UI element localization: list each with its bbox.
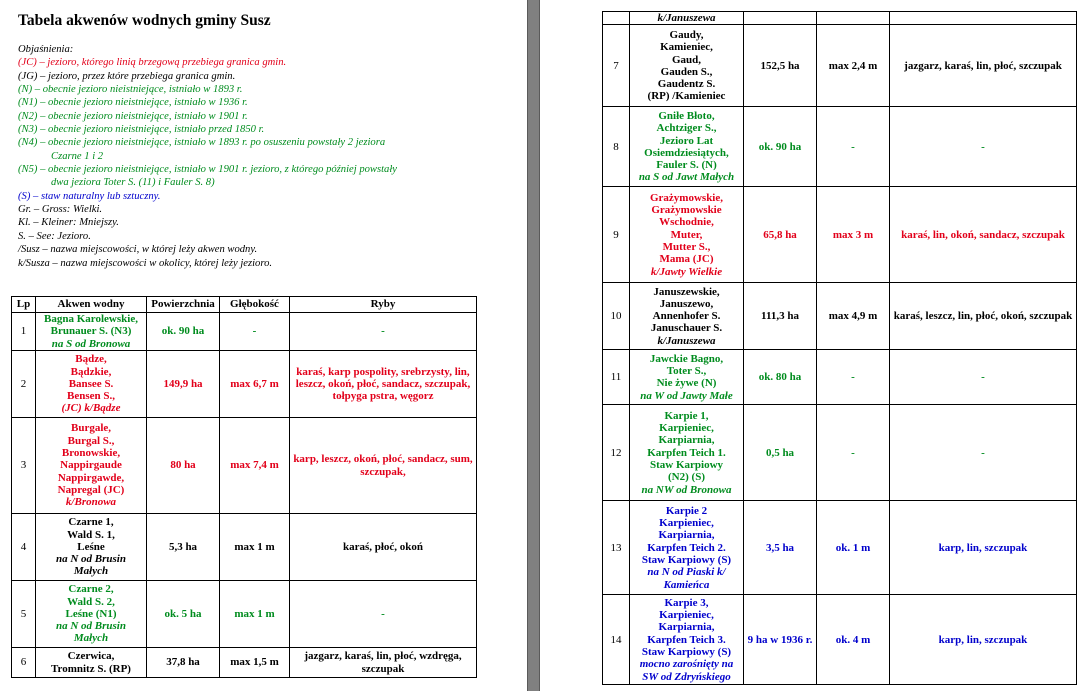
lakes-table-part-1 bbox=[11, 296, 477, 678]
legend-item: (N) – obecnie jezioro nieistniejące, istniało w 1893 r. bbox=[18, 84, 243, 96]
lake-name-line: Bądzkie, bbox=[70, 365, 112, 378]
lake-name-line: Kamieniec, bbox=[660, 41, 713, 54]
row-depth: max 6,7 m bbox=[220, 351, 290, 418]
row-fish: karaś, leszcz, lin, płoć, okoń, szczupak bbox=[890, 283, 1077, 350]
lake-name-line: Nie żywe (N) bbox=[656, 377, 717, 390]
table-row bbox=[603, 405, 1077, 501]
lake-name-line: Czarne 1, bbox=[68, 516, 114, 529]
row-number: 9 bbox=[603, 187, 630, 283]
row-lake-name bbox=[36, 351, 147, 418]
lake-name-line: Karpieniec, bbox=[659, 422, 714, 435]
lake-location: k/Jawty Wielkie bbox=[650, 265, 723, 278]
row-depth: - bbox=[220, 313, 290, 351]
row-lake-name bbox=[630, 595, 744, 685]
lake-name-line: Jezioro Lat bbox=[659, 134, 714, 147]
table-row bbox=[12, 418, 477, 514]
lake-name-line: Karpieniec, bbox=[659, 517, 714, 530]
row-area: ok. 80 ha bbox=[744, 350, 817, 405]
row-lake-name bbox=[630, 501, 744, 595]
legend-item: k/Susza – nazwa miejscowości w okolicy, której leży jezioro. bbox=[18, 257, 273, 269]
row-number: 2 bbox=[12, 351, 36, 418]
legend-item: (JG) – jezioro, przez które przebiega granica gmin. bbox=[18, 70, 236, 82]
row-depth: - bbox=[817, 405, 890, 501]
lake-name-line: Leśne (N1) bbox=[65, 607, 117, 620]
legend-item: /Susz – nazwa miejscowości, w której leży akwen wodny. bbox=[18, 244, 258, 256]
lake-name-line: Wald S. 2, bbox=[67, 595, 115, 608]
table-header-row bbox=[12, 297, 477, 313]
row-location-continuation: k/Januszewa bbox=[657, 12, 716, 24]
row-depth: max 1,5 m bbox=[220, 648, 290, 678]
row-number: 1 bbox=[12, 313, 36, 351]
lake-name-line: Karpfen Teich 2. bbox=[647, 541, 726, 554]
legend-item: (N3) – obecnie jezioro nieistniejące, istniało przed 1850 r. bbox=[18, 124, 265, 136]
lake-name-line: Muter, bbox=[670, 228, 703, 241]
row-depth: max 4,9 m bbox=[817, 283, 890, 350]
row-fish: karp, lin, szczupak bbox=[890, 501, 1077, 595]
lake-name-line: Nappirgaude bbox=[60, 459, 122, 472]
lake-name-line: Brunauer S. (N3) bbox=[50, 325, 132, 338]
lake-name-line: Annenhofer S. bbox=[652, 310, 721, 323]
row-depth: max 1 m bbox=[220, 581, 290, 648]
lake-name-line: Tromnitz S. (RP) bbox=[51, 662, 131, 675]
row-number: 7 bbox=[603, 25, 630, 107]
legend-item: (N2) – obecnie jezioro nieistniejące, istniało w 1901 r. bbox=[18, 110, 248, 122]
row-lake-name bbox=[630, 107, 744, 187]
row-fish: karaś, karp pospolity, srebrzysty, lin, leszcz, okoń, płoć, sandacz, szczupak, tołpyga pstra, węgorz bbox=[290, 351, 477, 418]
row-number: 13 bbox=[603, 501, 630, 595]
lake-name-line: Januszewo, bbox=[659, 297, 714, 310]
row-lake-name bbox=[36, 514, 147, 581]
row-fish: - bbox=[290, 313, 477, 351]
row-depth: max 7,4 m bbox=[220, 418, 290, 514]
lake-location: na S od Jawt Małych bbox=[638, 171, 735, 184]
legend-heading: Objaśnienia: bbox=[18, 44, 74, 55]
table-row bbox=[603, 283, 1077, 350]
table-row bbox=[12, 514, 477, 581]
lake-location: na N od Piaski k/ Kamieńca bbox=[647, 566, 726, 591]
table-row-continuation bbox=[603, 12, 1077, 25]
lake-name-line: Mama (JC) bbox=[659, 253, 714, 266]
document-page-left bbox=[0, 0, 527, 691]
row-area: 9 ha w 1936 r. bbox=[744, 595, 817, 685]
lake-name-line: Januschauer S. bbox=[650, 322, 723, 335]
row-depth: ok. 1 m bbox=[817, 501, 890, 595]
legend-item: (N1) – obecnie jezioro nieistniejące, istniało w 1936 r. bbox=[18, 97, 248, 109]
table-row bbox=[603, 350, 1077, 405]
row-number: 11 bbox=[603, 350, 630, 405]
row-fish: - bbox=[890, 405, 1077, 501]
lake-name-line: Bądze, bbox=[75, 353, 107, 366]
row-number: 3 bbox=[12, 418, 36, 514]
row-area: ok. 5 ha bbox=[147, 581, 220, 648]
row-fish: - bbox=[890, 350, 1077, 405]
lake-name-line: Czerwica, bbox=[67, 650, 115, 663]
document-page-right bbox=[540, 0, 1083, 691]
table-row bbox=[12, 648, 477, 678]
row-area: 0,5 ha bbox=[744, 405, 817, 501]
row-lake-name bbox=[630, 187, 744, 283]
row-number: 4 bbox=[12, 514, 36, 581]
lake-name-line: Jawckie Bagno, bbox=[649, 352, 724, 365]
lake-name-line: Gaudentz S. bbox=[657, 78, 716, 91]
legend bbox=[18, 43, 518, 270]
lake-name-line: (N2) (S) bbox=[668, 471, 705, 484]
lake-name-line: Wschodnie, bbox=[659, 216, 714, 229]
lake-name-line: Burgale, bbox=[70, 422, 112, 435]
row-lake-name bbox=[36, 418, 147, 514]
row-area: ok. 90 ha bbox=[147, 313, 220, 351]
table-row bbox=[603, 107, 1077, 187]
legend-item: (N5) – obecnie jezioro nieistniejące, istniało w 1901 r. jezioro, z którego później powstały bbox=[18, 164, 397, 176]
lake-name-line: Osiemdziesiątych, bbox=[644, 146, 729, 159]
row-area: 65,8 ha bbox=[744, 187, 817, 283]
lake-name-line: Karpie 1, bbox=[664, 409, 709, 422]
table-row bbox=[603, 595, 1077, 685]
lake-name-line: Bansee S. bbox=[68, 377, 114, 390]
lake-location: k/Bronowa bbox=[65, 496, 117, 509]
table-row bbox=[603, 187, 1077, 283]
row-depth: max 3 m bbox=[817, 187, 890, 283]
row-number: 8 bbox=[603, 107, 630, 187]
lakes-table-part-2 bbox=[602, 11, 1077, 685]
row-area: 149,9 ha bbox=[147, 351, 220, 418]
legend-item: (S) – staw naturalny lub sztuczny. bbox=[18, 190, 161, 202]
row-number: 14 bbox=[603, 595, 630, 685]
document-title: Tabela akwenów wodnych gminy Susz bbox=[18, 12, 271, 29]
lake-name-line: Karpiarnia, bbox=[658, 621, 715, 634]
lake-name-line: Karpfen Teich 1. bbox=[647, 446, 726, 459]
row-number: 12 bbox=[603, 405, 630, 501]
legend-item: (N4) – obecnie jezioro nieistniejące, istniało w 1893 r. po osuszeniu powstały 2 jeziora bbox=[18, 137, 386, 149]
row-area: 80 ha bbox=[147, 418, 220, 514]
row-area: 3,5 ha bbox=[744, 501, 817, 595]
lake-name-line: Napregal (JC) bbox=[57, 483, 125, 496]
row-fish: karaś, płoć, okoń bbox=[290, 514, 477, 581]
row-lake-name bbox=[36, 581, 147, 648]
row-area: 152,5 ha bbox=[744, 25, 817, 107]
legend-item: S. – See: Jezioro. bbox=[18, 230, 91, 242]
row-fish: jazgarz, karaś, lin, płoć, wzdręga, szczupak bbox=[290, 648, 477, 678]
lake-name-line: Bagna Karolewskie, bbox=[44, 313, 138, 326]
lake-name-line: Gauden S., bbox=[660, 65, 713, 78]
legend-item: (JC) – jezioro, którego linią brzegową przebiega granica gmin. bbox=[18, 57, 287, 69]
page-gutter bbox=[527, 0, 540, 691]
lake-name-line: Toter S., bbox=[666, 365, 707, 377]
lake-name-line: Januszewskie, bbox=[653, 285, 720, 298]
lake-name-line: Karpieniec, bbox=[659, 609, 714, 622]
lake-name-line: Czarne 2, bbox=[68, 583, 114, 596]
row-lake-name bbox=[630, 283, 744, 350]
row-depth: - bbox=[817, 350, 890, 405]
row-lake-name bbox=[36, 648, 147, 678]
lake-location: (JC) k/Bądze bbox=[61, 402, 121, 415]
table-row bbox=[12, 313, 477, 351]
lake-name-line: Karpie 3, bbox=[664, 596, 709, 609]
legend-item: dwa jeziora Toter S. (11) i Fauler S. 8) bbox=[51, 177, 215, 189]
lake-name-line: (RP) /Kamieniec bbox=[647, 90, 726, 103]
header-glebokosc: Głębokość bbox=[220, 297, 290, 313]
row-fish: karaś, lin, okoń, sandacz, szczupak bbox=[890, 187, 1077, 283]
lake-name-line: Nappirgawde, bbox=[57, 471, 125, 484]
lake-name-line: Staw Karpiowy (S) bbox=[641, 553, 732, 566]
legend-item: Kl. – Kleiner: Mniejszy. bbox=[18, 217, 119, 229]
lake-name-line: Burgal S., bbox=[67, 434, 115, 447]
lake-name-line: Fauler S. (N) bbox=[656, 159, 717, 172]
table-row bbox=[603, 501, 1077, 595]
legend-item: Gr. – Gross: Wielki. bbox=[18, 204, 103, 216]
lake-location: na N od Brusin Małych bbox=[55, 553, 126, 578]
row-number: 6 bbox=[12, 648, 36, 678]
lake-name-line: Gaudy, bbox=[669, 28, 704, 41]
lake-name-line: Grażymowskie, bbox=[649, 191, 723, 204]
lake-name-line: Staw Karpiowy (S) bbox=[641, 645, 732, 658]
row-area: 111,3 ha bbox=[744, 283, 817, 350]
table-row bbox=[12, 351, 477, 418]
lake-name-line: Achtziger S., bbox=[656, 122, 717, 135]
row-lake-name bbox=[630, 350, 744, 405]
legend-item: Czarne 1 i 2 bbox=[51, 150, 104, 162]
lake-location: na NW od Bronowa bbox=[641, 483, 732, 496]
lake-name-line: Bronowskie, bbox=[61, 447, 121, 460]
header-ryby: Ryby bbox=[290, 297, 477, 313]
row-fish: karp, lin, szczupak bbox=[890, 595, 1077, 685]
row-fish: karp, leszcz, okoń, płoć, sandacz, sum, szczupak, bbox=[290, 418, 477, 514]
row-area: ok. 90 ha bbox=[744, 107, 817, 187]
header-lp: Lp bbox=[12, 297, 36, 313]
lake-name-line: Grażymowskie bbox=[651, 204, 722, 217]
row-area: 5,3 ha bbox=[147, 514, 220, 581]
lake-name-line: Karpiarnia, bbox=[658, 434, 715, 447]
row-fish: - bbox=[290, 581, 477, 648]
row-depth: ok. 4 m bbox=[817, 595, 890, 685]
lake-name-line: Karpiarnia, bbox=[658, 529, 715, 542]
lake-name-line: Wald S. 1, bbox=[67, 528, 115, 541]
row-number: 5 bbox=[12, 581, 36, 648]
row-fish: jazgarz, karaś, lin, płoć, szczupak bbox=[890, 25, 1077, 107]
lake-location: na N od Brusin Małych bbox=[55, 620, 126, 645]
row-number: 10 bbox=[603, 283, 630, 350]
lake-name-line: Staw Karpiowy bbox=[649, 458, 724, 471]
lake-name-line: Mutter S., bbox=[662, 240, 711, 253]
lake-location: na W od Jawty Małe bbox=[640, 389, 733, 402]
table-row bbox=[603, 25, 1077, 107]
lake-name-line: Karpie 2 bbox=[665, 504, 708, 517]
lake-name-line: Bensen S., bbox=[67, 390, 115, 403]
row-depth: max 2,4 m bbox=[817, 25, 890, 107]
header-akwen: Akwen wodny bbox=[36, 297, 147, 313]
table-row bbox=[12, 581, 477, 648]
lake-location: mocno zarośnięty na SW od Zdryńskiego bbox=[639, 658, 734, 683]
lake-location: k/Januszewa bbox=[657, 334, 716, 347]
lake-name-line: Leśne bbox=[77, 540, 105, 553]
lake-name-line: Gaud, bbox=[671, 53, 702, 66]
lake-location: na S od Bronowa bbox=[51, 337, 131, 350]
row-lake-name bbox=[630, 405, 744, 501]
row-area: 37,8 ha bbox=[147, 648, 220, 678]
lake-name-line: Karpfen Teich 3. bbox=[647, 633, 726, 646]
header-powierzchnia: Powierzchnia bbox=[147, 297, 220, 313]
row-depth: max 1 m bbox=[220, 514, 290, 581]
row-depth: - bbox=[817, 107, 890, 187]
row-lake-name bbox=[630, 25, 744, 107]
row-lake-name bbox=[36, 313, 147, 351]
row-fish: - bbox=[890, 107, 1077, 187]
lake-name-line: Gniłe Błoto, bbox=[658, 109, 715, 122]
